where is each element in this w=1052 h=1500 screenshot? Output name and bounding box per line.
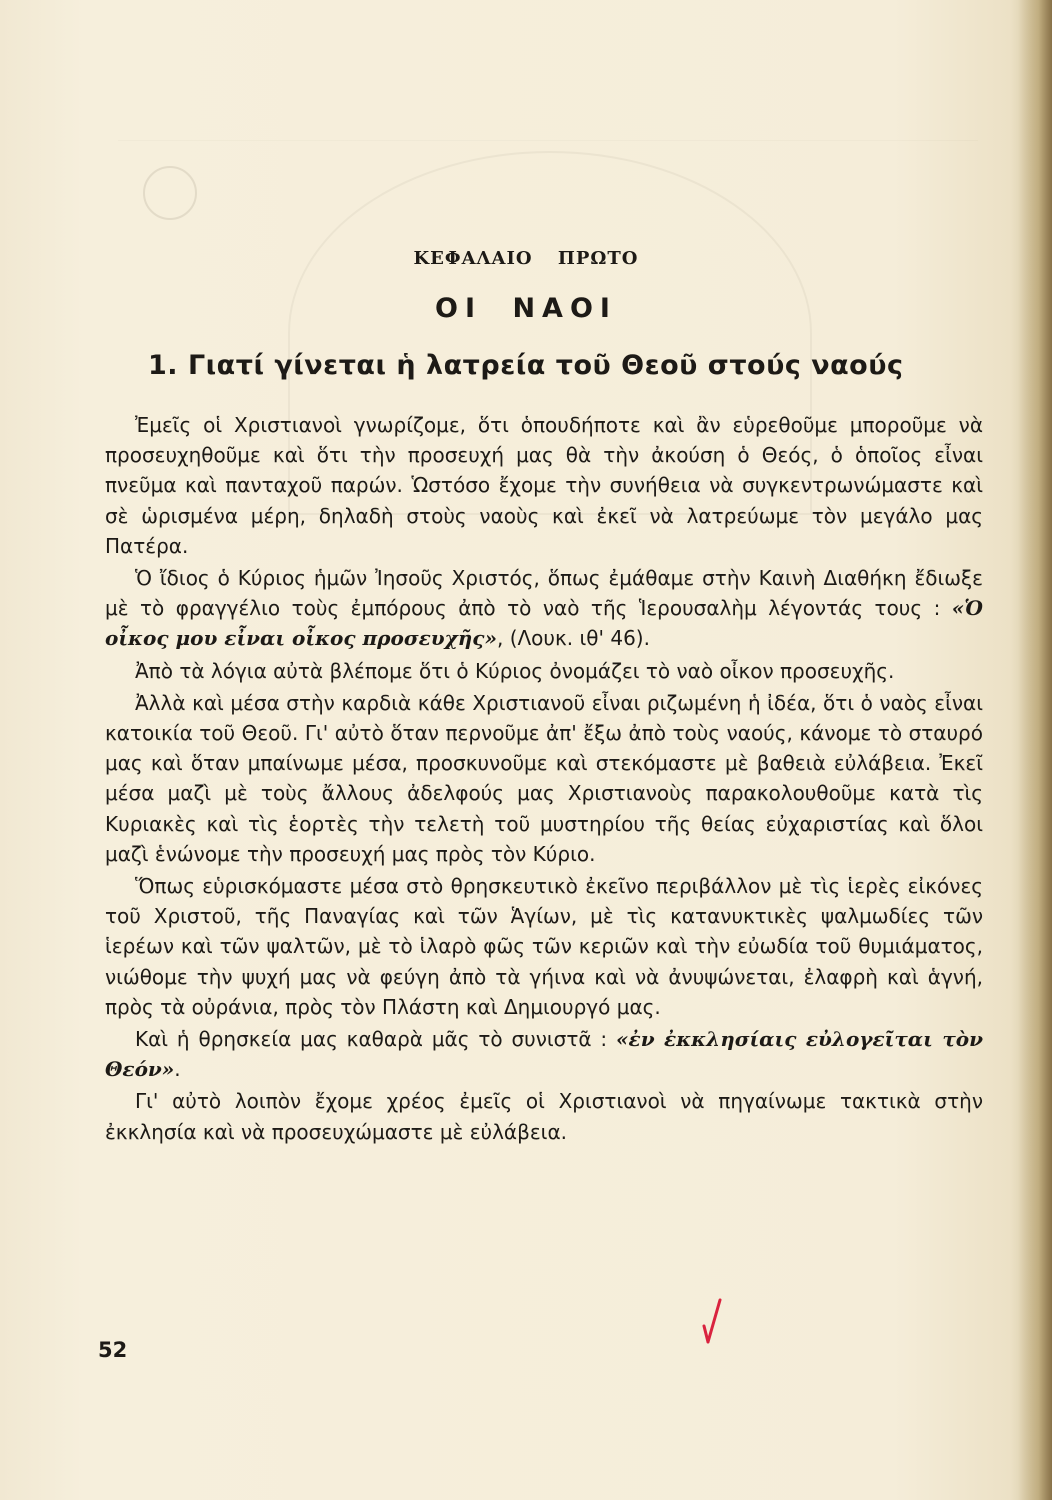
paragraph: Ὁ ἴδιος ὁ Κύριος ἡμῶν Ἰησοῦς Χριστός, ὅπως ἐμάθαμε στὴν Καινὴ Διαθήκη ἔδιωξε μὲ τὸ φραγγέλιο τοὺς ἐμπόρους ἀπὸ τὸ ναὸ τῆς Ἱερουσαλὴμ λέγοντάς τους : «Ὁ οἶκος μου εἶναι οἶκος προσευχῆς», (Λουκ. ιθ' 46). (105, 566, 983, 651)
paragraph: Ὅπως εὑρισκόμαστε μέσα στὸ θρησκευτικὸ ἐκεῖνο περιβάλλον μὲ τὶς ἱερὲς εἰκόνες τοῦ Χριστοῦ, τῆς Παναγίας καὶ τῶν Ἁγίων, μὲ τὶς κατανυκτικὲς ψαλμωδίες τῶν ἱερέων καὶ τῶν ψαλτῶν, μὲ τὸ ἱλαρὸ φῶς τῶν κεριῶν καὶ τὴν εὐωδία τοῦ θυμιάματος, νιώθομε τὴν ψυχή μας νὰ φεύγη ἀπὸ τὰ γήινα καὶ νὰ ἀνυψώνεται, ἐλαφρὴ καὶ ἁγνή, πρὸς τὰ οὐράνια, πρὸς τὸν Πλάστη καὶ Δημιουργό μας. (105, 874, 983, 1019)
section-title: ΟΙ ΝΑΟΙ (435, 293, 617, 324)
quote: «Ὁ οἶκος μου εἶναι οἶκος προσευχῆς» (105, 596, 983, 651)
chapter-title: ΚΕΦΑΛΑΙΟ ΠΡΩΤΟ (413, 248, 639, 269)
paragraph: Ἀλλὰ καὶ μέσα στὴν καρδιὰ κάθε Χριστιανοῦ εἶναι ριζωμένη ἡ ἰδέα, ὅτι ὁ ναὸς εἶναι κατοικία τοῦ Θεοῦ. Γι' αὐτὸ ὅταν περνοῦμε ἀπ' ἔξω ἀπὸ τοὺς ναούς, κάνομε τὸ σταυρό μας καὶ ὅταν μπαίνωμε μέσα, προσκυνοῦμε καὶ στεκόμαστε μὲ βαθειὰ εὐλάβεια. Ἐκεῖ μέσα μαζὶ μὲ τοὺς ἄλλους ἀδελφούς μας Χριστιανοὺς παρακολουθοῦμε κατὰ τὶς Κυριακὲς καὶ τὶς ἑορτὲς τὴν τελετὴ τοῦ μυστηρίου τῆς θείας εὐχαριστίας καὶ ὅλοι μαζὶ ἑνώνομε τὴν προσευχή μας πρὸς τὸν Κύριο. (105, 690, 983, 866)
page-spine-shadow (1018, 0, 1052, 1500)
paragraph: Γι' αὐτὸ λοιπὸν ἔχομε χρέος ἐμεῖς οἱ Χριστιανοὶ νὰ πηγαίνωμε τακτικὰ στὴν ἐκκλησία καὶ νὰ προσευχώμαστε μὲ εὐλάβεια. (105, 1089, 983, 1144)
rosette-icon (143, 166, 197, 220)
paragraph: Καὶ ἡ θρησκεία μας καθαρὰ μᾶς τὸ συνιστᾶ : «ἐν ἐκκλησίαις εὐλογεῖται τὸν Θεόν». (105, 1027, 983, 1082)
body-text (105, 410, 983, 1147)
page-number: 52 (98, 1338, 128, 1362)
lesson-heading: 1. Γιατί γίνεται ἡ λατρεία τοῦ Θεοῦ στούς ναούς (148, 350, 904, 381)
paragraph: Ἀπὸ τὰ λόγια αὐτὰ βλέπομε ὅτι ὁ Κύριος ὀνομάζει τὸ ναὸ οἶκον προσευχῆς. (135, 658, 895, 683)
pencil-check-mark-icon (700, 1296, 730, 1346)
quote: «ἐν ἐκκλησίαις εὐλογεῖται τὸν Θεόν» (105, 1027, 983, 1082)
paragraph: Ἐμεῖς οἱ Χριστιανοὶ γνωρίζομε, ὅτι ὁπουδήποτε καὶ ἂν εὑρεθοῦμε μποροῦμε νὰ προσευχηθοῦμε καὶ ὅτι τὴν προσευχή μας θὰ τὴν ἀκούση ὁ Θεός, ὁ ὁποῖος εἶναι πνεῦμα καὶ πανταχοῦ παρών. Ὡστόσο ἔχομε τὴν συνήθεια νὰ συγκεντρωνώμαστε καὶ σὲ ὡρισμένα μέρη, δηλαδὴ στοὺς ναοὺς καὶ ἐκεῖ νὰ λατρεύωμε τὸν μεγάλο μας Πατέρα. (105, 413, 983, 558)
